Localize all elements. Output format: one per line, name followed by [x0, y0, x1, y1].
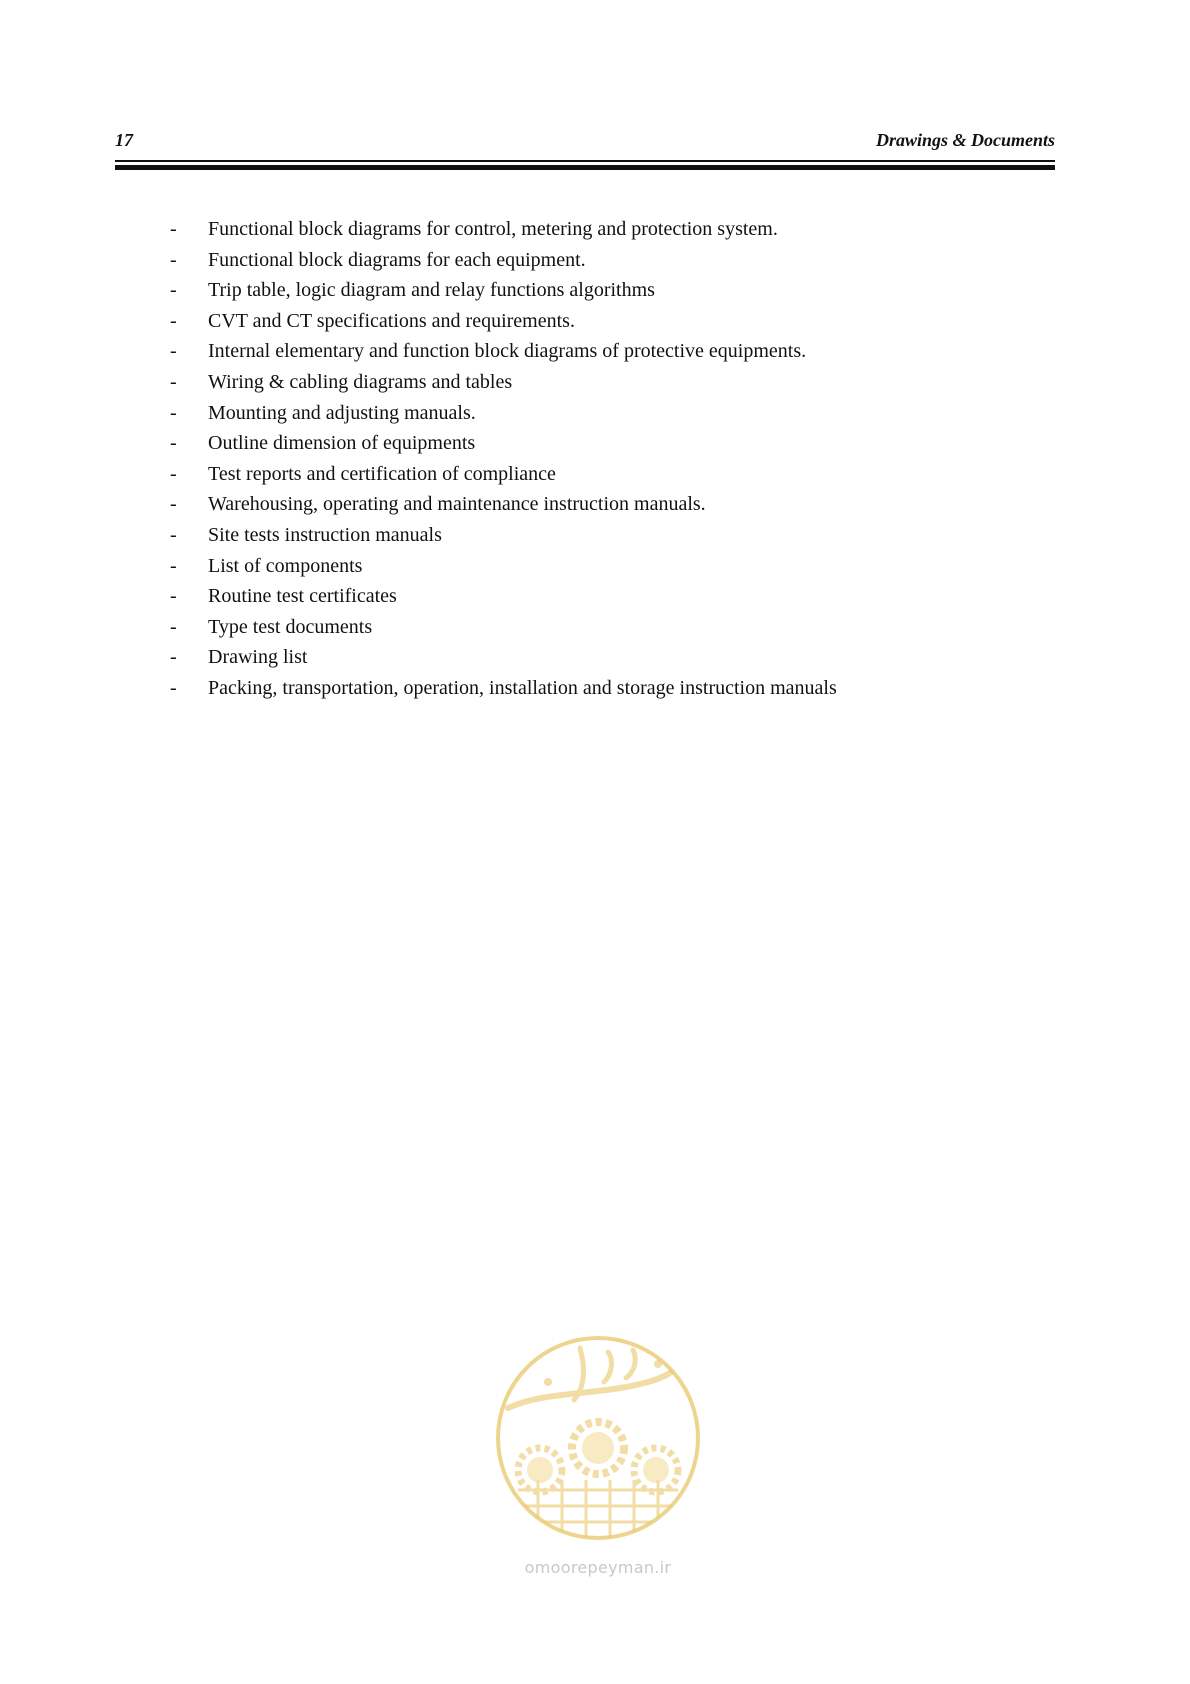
list-item-text: List of components [208, 554, 363, 577]
watermark-logo [488, 1330, 708, 1590]
list-bullet: - [170, 279, 177, 302]
list-item-text: Outline dimension of equipments [208, 432, 476, 455]
list-bullet: - [170, 340, 177, 363]
list-item-text: Mounting and adjusting manuals. [208, 401, 476, 424]
list-bullet: - [170, 248, 177, 271]
list-bullet: - [170, 309, 177, 332]
list-bullet: - [170, 493, 177, 516]
list-item-text: Wiring & cabling diagrams and tables [208, 370, 513, 393]
list-bullet: - [170, 462, 177, 485]
header-rule-thick [115, 165, 1055, 170]
list-item-text: Test reports and certification of compliance [208, 462, 556, 485]
list-bullet: - [170, 676, 177, 699]
page-number: 17 [115, 130, 133, 150]
list-item-text: Trip table, logic diagram and relay functions algorithms [208, 279, 655, 302]
list-item-text: CVT and CT specifications and requirements. [208, 309, 575, 332]
list-item-text: Routine test certificates [208, 585, 397, 608]
list-bullet: - [170, 554, 177, 577]
list-item-text: Packing, transportation, operation, installation and storage instruction manuals [208, 676, 837, 699]
watermark-url: omoorepeyman.ir [524, 1558, 672, 1577]
list-bullet: - [170, 401, 177, 424]
list-item-text: Internal elementary and function block diagrams of protective equipments. [208, 340, 807, 363]
list-item-text: Type test documents [208, 615, 373, 638]
list-bullet: - [170, 646, 177, 669]
header-rule-thin [115, 160, 1055, 162]
list-item-text: Warehousing, operating and maintenance instruction manuals. [208, 493, 706, 516]
list-bullet: - [170, 585, 177, 608]
list-bullet: - [170, 523, 177, 546]
page-header [115, 126, 1055, 166]
section-title: Drawings & Documents [875, 130, 1055, 150]
watermark-emblem-icon [488, 1330, 708, 1550]
list-item-text: Drawing list [208, 646, 308, 669]
list-bullet: - [170, 218, 177, 240]
list-bullet: - [170, 370, 177, 393]
list-bullet: - [170, 432, 177, 455]
list-item-text: Functional block diagrams for control, metering and protection system. [208, 218, 778, 240]
list-item-text: Site tests instruction manuals [208, 523, 442, 546]
list-item-text: Functional block diagrams for each equipment. [208, 248, 586, 271]
list-bullet: - [170, 615, 177, 638]
